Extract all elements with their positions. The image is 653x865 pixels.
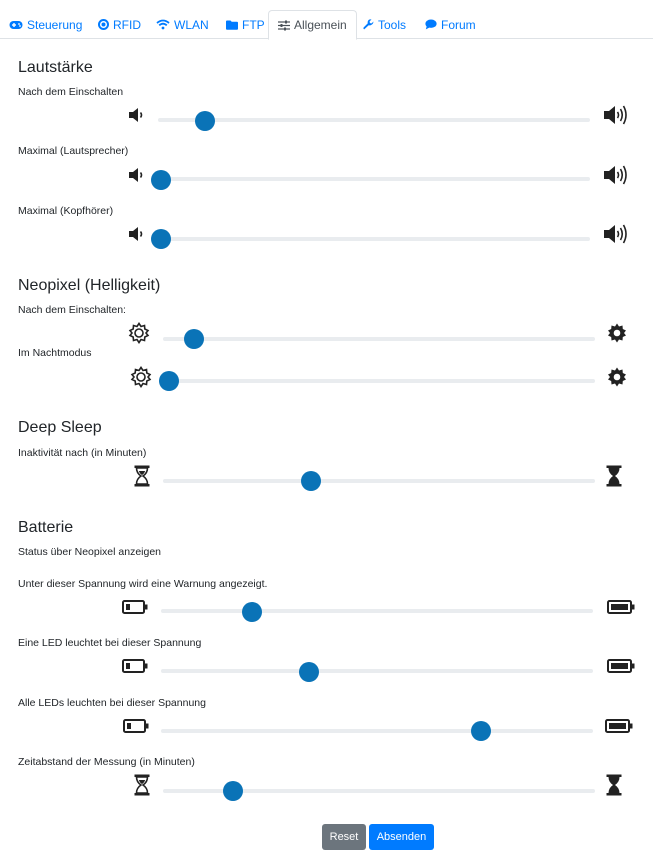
wifi-icon	[156, 19, 170, 30]
volume-startup-slider-thumb[interactable]	[195, 111, 215, 131]
tab-steuerung[interactable]	[0, 10, 91, 39]
battery-status-label[interactable]: Status über Neopixel anzeigen	[18, 546, 162, 558]
dot-circle-icon	[98, 19, 109, 30]
battery-one-led-slider-thumb[interactable]	[299, 662, 319, 682]
section-title-battery: Batterie	[18, 519, 74, 536]
brightness-low-icon	[128, 322, 150, 344]
sliders-icon	[278, 20, 290, 31]
slider-label: Alle LEDs leuchten bei dieser Spannung	[18, 697, 206, 709]
tab-wlan[interactable]	[147, 10, 218, 39]
battery-all-leds-slider[interactable]	[161, 729, 593, 733]
section-title-volume: Lautstärke	[18, 59, 93, 76]
slider-label: Eine LED leuchtet bei dieser Spannung	[18, 637, 202, 649]
slider-label: Nach dem Einschalten	[18, 86, 124, 98]
battery-low-icon	[123, 719, 149, 733]
brightness-high-icon	[606, 322, 628, 344]
battery-interval-slider-thumb[interactable]	[223, 781, 243, 801]
neopixel-night-slider[interactable]	[163, 379, 595, 383]
brightness-low-icon	[130, 366, 152, 388]
volume-high-icon	[603, 164, 629, 186]
reset-button[interactable]: Reset	[322, 824, 366, 850]
comment-icon	[425, 19, 437, 30]
slider-label: Unter dieser Spannung wird eine Warnung angezeigt.	[18, 578, 268, 590]
deepsleep-inactivity-slider-thumb[interactable]	[301, 471, 321, 491]
volume-high-icon	[603, 223, 629, 245]
gamepad-icon	[9, 20, 23, 30]
battery-warning-slider-thumb[interactable]	[242, 602, 262, 622]
tab-ftp[interactable]	[217, 10, 274, 39]
slider-label: Inaktivität nach (in Minuten)	[18, 447, 147, 459]
battery-low-icon	[122, 600, 148, 614]
hourglass-end-icon	[606, 774, 622, 796]
deepsleep-inactivity-slider[interactable]	[163, 479, 595, 483]
volume-max-speaker-slider-thumb[interactable]	[151, 170, 171, 190]
neopixel-startup-slider-thumb[interactable]	[184, 329, 204, 349]
tab-bar	[0, 0, 653, 39]
battery-one-led-slider[interactable]	[161, 669, 593, 673]
section-title-neopixel: Neopixel (Helligkeit)	[18, 277, 161, 294]
tab-label: Forum	[441, 17, 476, 32]
battery-warning-slider[interactable]	[161, 609, 593, 613]
section-title-deepsleep: Deep Sleep	[18, 419, 102, 436]
volume-low-icon	[128, 166, 146, 184]
tab-tools[interactable]	[354, 10, 415, 39]
tab-rfid[interactable]	[89, 10, 150, 39]
battery-full-icon	[607, 659, 635, 673]
hourglass-start-icon	[134, 774, 150, 796]
neopixel-night-slider-thumb[interactable]	[159, 371, 179, 391]
hourglass-end-icon	[606, 465, 622, 487]
hourglass-start-icon	[134, 465, 150, 487]
tab-label: WLAN	[174, 17, 209, 32]
folder-icon	[226, 20, 238, 30]
brightness-high-icon	[606, 366, 628, 388]
tab-label: Allgemein	[294, 18, 347, 32]
wrench-icon	[363, 19, 374, 30]
volume-low-icon	[128, 225, 146, 243]
tab-label: Steuerung	[27, 17, 83, 32]
battery-full-icon	[605, 719, 633, 733]
tab-forum[interactable]	[416, 10, 485, 39]
tab-label: Tools	[378, 17, 407, 32]
volume-startup-slider[interactable]	[158, 118, 590, 122]
neopixel-startup-slider[interactable]	[163, 337, 595, 341]
volume-low-icon	[128, 106, 146, 124]
submit-button[interactable]: Absenden	[369, 824, 434, 850]
slider-label: Maximal (Lautsprecher)	[18, 145, 129, 157]
tab-label: FTP	[242, 17, 265, 32]
slider-label: Im Nachtmodus	[18, 347, 92, 359]
battery-all-leds-slider-thumb[interactable]	[471, 721, 491, 741]
tab-allgemein[interactable]	[268, 10, 357, 40]
volume-max-speaker-slider[interactable]	[158, 177, 590, 181]
tab-label: RFID	[113, 17, 141, 32]
slider-label: Nach dem Einschalten:	[18, 304, 126, 316]
volume-high-icon	[603, 104, 629, 126]
battery-low-icon	[122, 659, 148, 673]
volume-max-headphone-slider[interactable]	[158, 237, 590, 241]
slider-label: Maximal (Kopfhörer)	[18, 205, 114, 217]
volume-max-headphone-slider-thumb[interactable]	[151, 229, 171, 249]
battery-full-icon	[607, 600, 635, 614]
slider-label: Zeitabstand der Messung (in Minuten)	[18, 756, 195, 768]
